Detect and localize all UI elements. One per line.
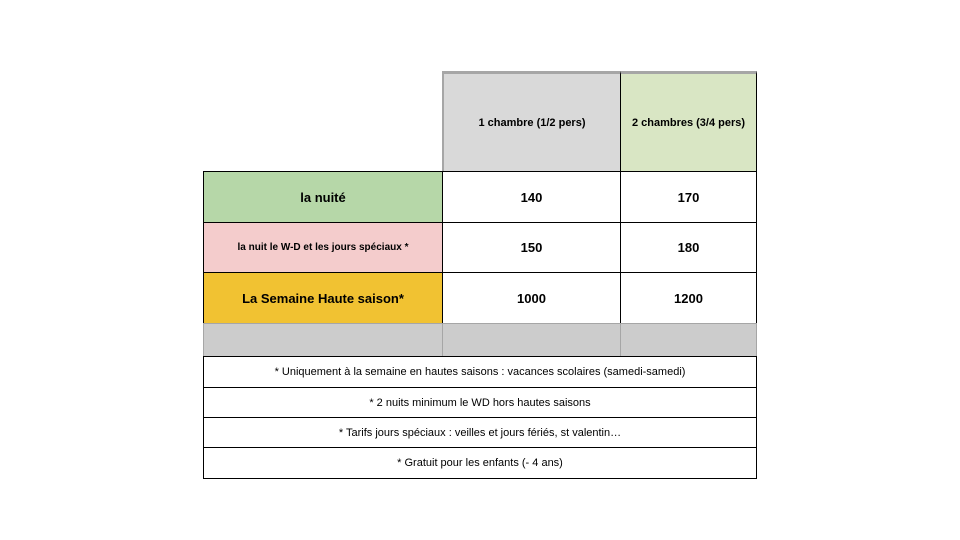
row-wd-value-2 <box>620 222 757 273</box>
note-gratuit-enfants <box>203 447 757 479</box>
header-1-chambre-label: 1 chambre (1/2 pers) <box>478 116 586 129</box>
header-2-chambres <box>620 71 757 172</box>
spacer-cell-label <box>203 323 443 357</box>
row-semaine-value-1 <box>442 272 621 324</box>
row-wd-value-1-text: 150 <box>520 240 543 255</box>
note-2-nuits-text: * 2 nuits minimum le WD hors hautes saisons <box>369 396 591 409</box>
row-semaine-value-2-text: 1200 <box>674 290 703 306</box>
note-jours-speciaux <box>203 417 757 448</box>
note-2-nuits <box>203 387 757 418</box>
row-nuite-value-1 <box>442 171 621 223</box>
row-nuite-value-1-text: 140 <box>520 189 543 205</box>
row-nuite-value-2 <box>620 171 757 223</box>
row-label-wd-text: la nuit le W-D et les jours spéciaux * <box>237 242 409 253</box>
row-label-nuite-text: la nuité <box>300 189 346 205</box>
row-nuite-value-2-text: 170 <box>677 189 700 205</box>
row-semaine-value-1-text: 1000 <box>517 290 546 306</box>
header-2-chambres-label: 2 chambres (3/4 pers) <box>631 116 746 129</box>
spacer-cell-1 <box>442 323 621 357</box>
note-haute-saison <box>203 356 757 388</box>
note-jours-speciaux-text: * Tarifs jours spéciaux : veilles et jours fériés, st valentin… <box>338 426 622 439</box>
row-wd-value-2-text: 180 <box>677 240 700 255</box>
row-wd-value-1 <box>442 222 621 273</box>
row-label-semaine-text: La Semaine Haute saison* <box>242 290 404 306</box>
header-1-chambre <box>442 71 621 172</box>
row-label-wd <box>203 222 443 273</box>
row-label-semaine <box>203 272 443 324</box>
note-gratuit-enfants-text: * Gratuit pour les enfants (- 4 ans) <box>397 457 563 469</box>
row-semaine-value-2 <box>620 272 757 324</box>
note-haute-saison-text: * Uniquement à la semaine en hautes saisons : vacances scolaires (samedi-samedi) <box>274 366 686 378</box>
spacer-cell-2 <box>620 323 757 357</box>
row-label-nuite <box>203 171 443 223</box>
